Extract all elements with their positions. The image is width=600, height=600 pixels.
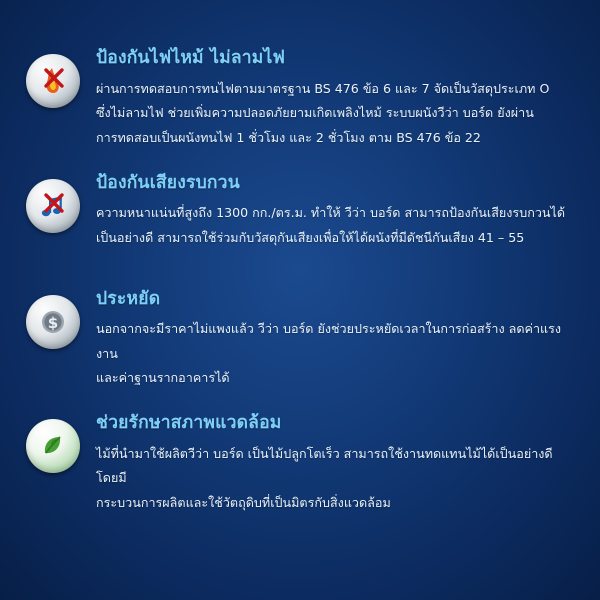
feature-body-line: การทดสอบเป็นผนังทนไฟ 1 ชั่วโมง และ 2 ชั่วโมง ตาม BS 476 ข้อ 22 bbox=[96, 129, 481, 145]
feature-item-economy bbox=[24, 287, 570, 392]
icon-slot bbox=[24, 293, 82, 351]
feature-body-line: กระบวนการผลิตและใช้วัตถุดิบที่เป็นมิตรกับสิ่งแวดล้อม bbox=[96, 495, 391, 510]
feature-item-noise bbox=[24, 171, 570, 267]
feature-body bbox=[96, 442, 566, 516]
feature-body bbox=[96, 201, 566, 250]
feature-text bbox=[88, 171, 570, 251]
icon-slot bbox=[24, 177, 82, 235]
feature-body-line: นอกจากจะมีราคาไม่แพงแล้ว วีว่า บอร์ด ยังช่วยประหยัดเวลาในการก่อสร้าง ลดค่าแรงงาน bbox=[96, 321, 562, 361]
icon-slot bbox=[24, 417, 82, 475]
feature-body-line: ผ่านการทดสอบการทนไฟตามมาตรฐาน BS 476 ข้อ 6 และ 7 จัดเป็นวัสดุประเภท O bbox=[96, 80, 550, 96]
feature-body-line: และค่าฐานรากอาคารได้ bbox=[96, 370, 230, 386]
feature-body bbox=[96, 317, 566, 391]
no-noise-icon bbox=[26, 179, 80, 233]
feature-body-line: ไม้ที่นำมาใช้ผลิตวีว่า บอร์ด เป็นไม้ปลูกโตเร็ว สามารถใช้งานทดแทนไม้ได้เป็นอย่างดี โดยมี bbox=[96, 445, 553, 486]
feature-body bbox=[96, 77, 566, 151]
feature-item-fire bbox=[24, 46, 570, 151]
feature-text bbox=[88, 287, 570, 392]
dollar-coin-icon bbox=[26, 295, 80, 349]
feature-body-line: ซึ่งไม่ลามไฟ ช่วยเพิ่มความปลอดภัยยามเกิดเพลิงไหม้ ระบบผนังวีว่า บอร์ด ยังผ่าน bbox=[96, 105, 534, 121]
feature-title: ป้องกันเสียงรบกวน bbox=[96, 172, 240, 193]
no-fire-icon bbox=[26, 54, 80, 108]
feature-body-line: ความหนาแน่นที่สูงถึง 1300 กก./ตร.ม. ทำให้ วีว่า บอร์ด สามารถป้องกันเสียงรบกวนได้ bbox=[96, 205, 566, 221]
feature-text bbox=[88, 411, 570, 516]
svg-text:$: $ bbox=[47, 313, 59, 332]
feature-title: ช่วยรักษาสภาพแวดล้อม bbox=[96, 413, 282, 434]
feature-title: ประหยัด bbox=[96, 288, 161, 309]
feature-title: ป้องกันไฟไหม้ ไม่ลามไฟ bbox=[96, 48, 286, 68]
feature-text bbox=[88, 46, 570, 151]
feature-body-line: เป็นอย่างดี สามารถใช้ร่วมกับวัสดุกันเสียงเพื่อให้ได้ผนังที่มีดัชนีกันเสียง 41 – 55 bbox=[96, 229, 525, 245]
icon-slot bbox=[24, 52, 82, 110]
green-leaf-icon bbox=[26, 419, 80, 473]
feature-item-environment bbox=[24, 411, 570, 516]
